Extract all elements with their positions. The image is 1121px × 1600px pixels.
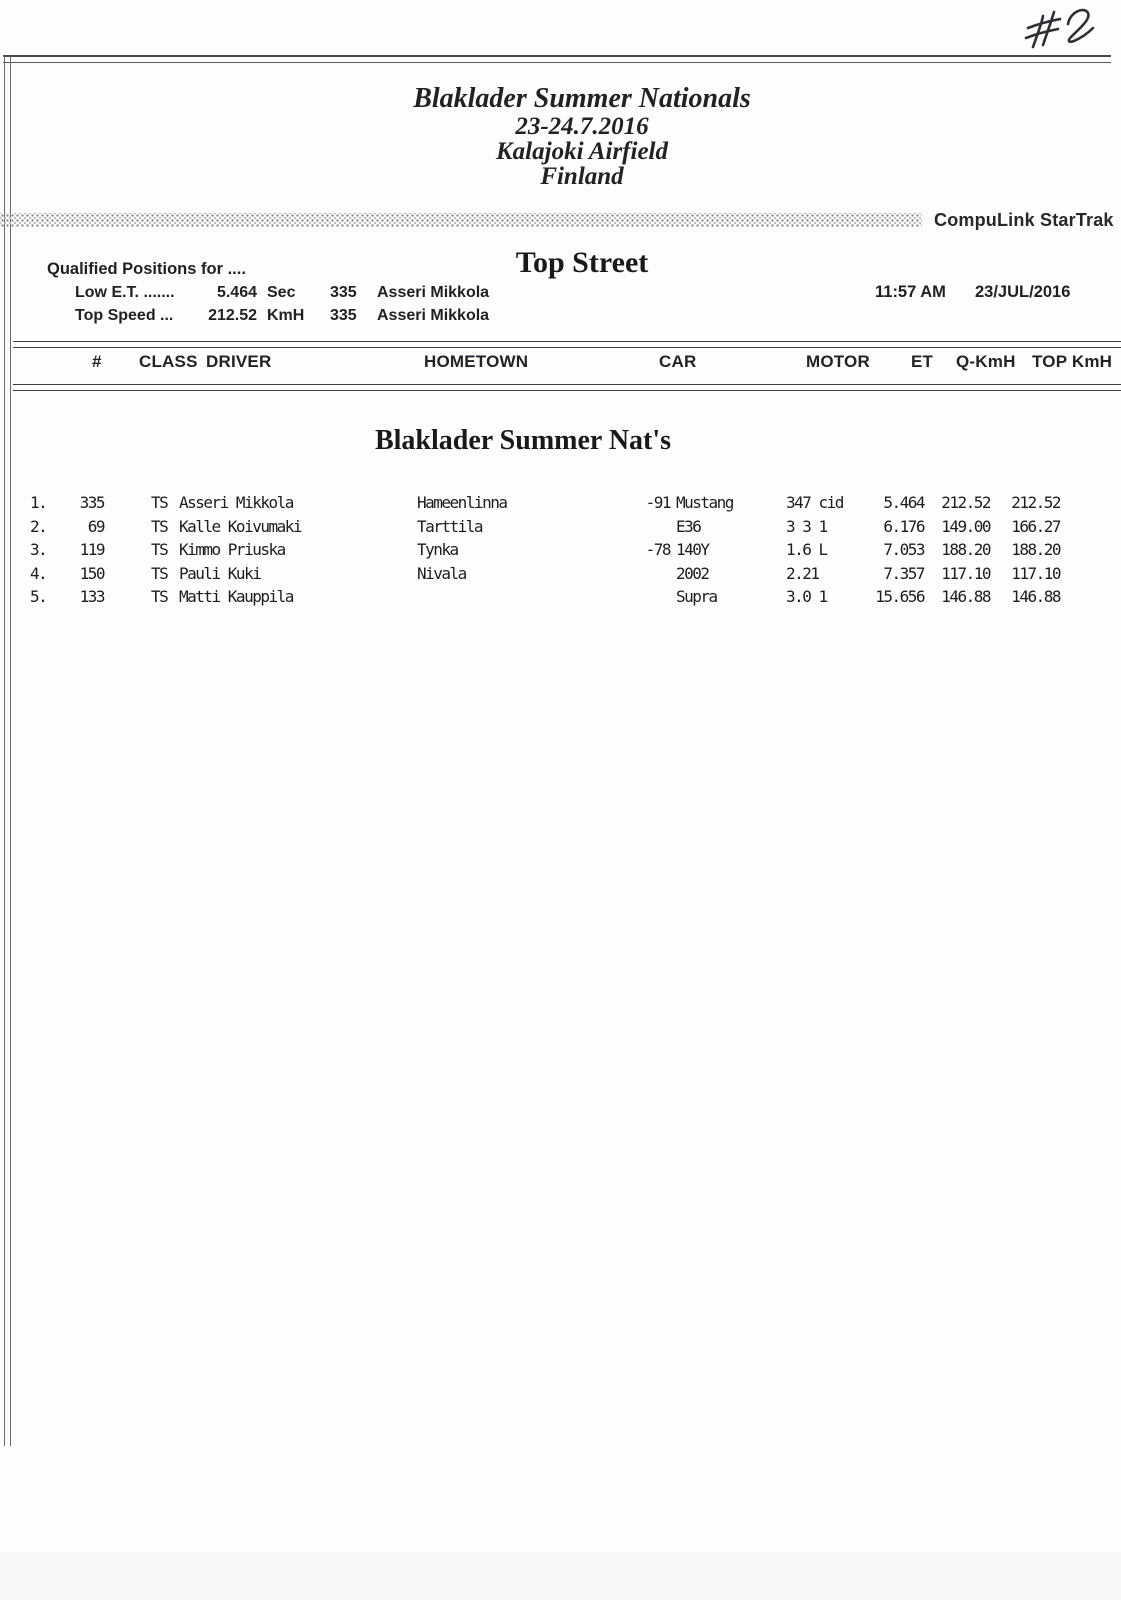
cell-car-year: -91 xyxy=(645,493,670,512)
column-header-pos: # xyxy=(92,352,102,371)
page-left-border xyxy=(4,56,11,1446)
low-et-car-number: 335 xyxy=(330,284,357,301)
cell-class: TS xyxy=(151,516,168,536)
cell-motor: 347 cid xyxy=(786,493,843,512)
low-et-driver: Asseri Mikkola xyxy=(377,284,490,301)
cell-car-number: 133 xyxy=(79,587,104,606)
top-speed-unit: KmH xyxy=(267,307,305,324)
cell-hometown: Tynka xyxy=(417,540,458,559)
halftone-separator xyxy=(0,213,922,227)
table-row xyxy=(0,493,1121,513)
event-dates: 23-24.7.2016 xyxy=(515,113,649,140)
cell-q-kmh: 117.10 xyxy=(941,563,990,583)
cell-car-number: 119 xyxy=(79,540,104,559)
cell-motor: 3 3 1 xyxy=(786,516,827,536)
cell-car-number: 150 xyxy=(79,563,104,583)
cell-q-kmh: 149.00 xyxy=(941,516,990,536)
cell-motor: 2.21 xyxy=(786,563,819,583)
cell-driver: Pauli Kuki xyxy=(179,563,261,583)
cell-motor: 3.0 1 xyxy=(786,587,827,606)
table-header-bottom-rule xyxy=(13,384,1121,391)
cell-hometown: Tarttila xyxy=(417,516,483,536)
cell-car-number: 335 xyxy=(79,493,104,512)
cell-q-kmh: 212.52 xyxy=(941,493,990,512)
top-speed-label: Top Speed ... xyxy=(75,307,174,324)
cell-top-kmh: 188.20 xyxy=(1011,540,1060,559)
table-row xyxy=(0,587,1121,607)
cell-q-kmh: 146.88 xyxy=(941,587,990,606)
low-et-label: Low E.T. ....... xyxy=(75,284,175,301)
cell-car-model: 2002 xyxy=(676,563,709,583)
cell-car-number: 69 xyxy=(87,516,104,536)
cell-position: 1. xyxy=(30,493,47,512)
event-venue: Kalajoki Airfield xyxy=(496,138,668,165)
low-et-value: 5.464 xyxy=(216,284,257,301)
column-header-et: ET xyxy=(911,352,934,371)
cell-position: 5. xyxy=(30,587,47,606)
event-title: Blaklader Summer Nationals xyxy=(413,83,751,114)
column-header-top-kmh: TOP KmH xyxy=(1032,352,1113,371)
cell-top-kmh: 117.10 xyxy=(1011,563,1060,583)
cell-top-kmh: 212.52 xyxy=(1011,493,1060,512)
column-header-driver: DRIVER xyxy=(206,352,272,371)
print-date: 23/JUL/2016 xyxy=(975,283,1071,301)
cell-position: 3. xyxy=(30,540,47,559)
qualified-positions-heading: Qualified Positions for .... xyxy=(47,260,246,278)
table-row xyxy=(0,564,1121,584)
handwritten-page-number-icon xyxy=(1018,0,1104,60)
cell-hometown: Nivala xyxy=(417,563,466,583)
cell-q-kmh: 188.20 xyxy=(941,540,990,559)
cell-car-model: Supra xyxy=(676,587,717,606)
timing-system-brand: CompuLink StarTrak xyxy=(934,210,1114,230)
low-et-unit: Sec xyxy=(267,284,296,301)
cell-driver: Asseri Mikkola xyxy=(179,493,293,512)
column-header-q-kmh: Q-KmH xyxy=(956,352,1016,371)
cell-et: 15.656 xyxy=(875,587,924,606)
cell-et: 7.053 xyxy=(883,540,924,559)
event-title-block xyxy=(32,84,1121,189)
top-speed-value: 212.52 xyxy=(208,307,257,324)
cell-car-model: E36 xyxy=(676,516,701,536)
cell-hometown: Hameenlinna xyxy=(417,493,507,512)
cell-et: 5.464 xyxy=(883,493,924,512)
class-title: Top Street xyxy=(515,246,649,279)
table-row xyxy=(0,517,1121,537)
cell-motor: 1.6 L xyxy=(786,540,827,559)
top-speed-driver: Asseri Mikkola xyxy=(377,307,490,324)
cell-driver: Matti Kauppila xyxy=(179,587,293,606)
cell-class: TS xyxy=(151,493,168,512)
table-row xyxy=(0,540,1121,560)
cell-car-model: 140Y xyxy=(676,540,709,559)
print-time: 11:57 AM xyxy=(875,283,946,301)
top-speed-car-number: 335 xyxy=(330,307,357,324)
cell-car-year: -78 xyxy=(645,540,670,559)
cell-car-model: Mustang xyxy=(676,493,733,512)
cell-class: TS xyxy=(151,563,168,583)
cell-driver: Kalle Koivumaki xyxy=(179,516,301,536)
cell-class: TS xyxy=(151,587,168,606)
cell-et: 6.176 xyxy=(883,516,924,536)
column-header-class: CLASS xyxy=(139,352,198,371)
cell-position: 4. xyxy=(30,563,47,583)
column-header-motor: MOTOR xyxy=(806,352,870,371)
cell-top-kmh: 146.88 xyxy=(1011,587,1060,606)
cell-class: TS xyxy=(151,540,168,559)
event-country: Finland xyxy=(540,163,624,190)
page-top-border xyxy=(3,55,1111,63)
column-header-hometown: HOMETOWN xyxy=(424,352,529,371)
cell-et: 7.357 xyxy=(883,563,924,583)
cell-driver: Kimmo Priuska xyxy=(179,540,285,559)
cell-top-kmh: 166.27 xyxy=(1011,516,1060,536)
table-header-top-rule xyxy=(13,341,1121,348)
section-title: Blaklader Summer Nat's xyxy=(374,425,672,456)
scan-shadow xyxy=(0,1552,1121,1600)
column-header-car: CAR xyxy=(659,352,697,371)
cell-position: 2. xyxy=(30,516,47,536)
